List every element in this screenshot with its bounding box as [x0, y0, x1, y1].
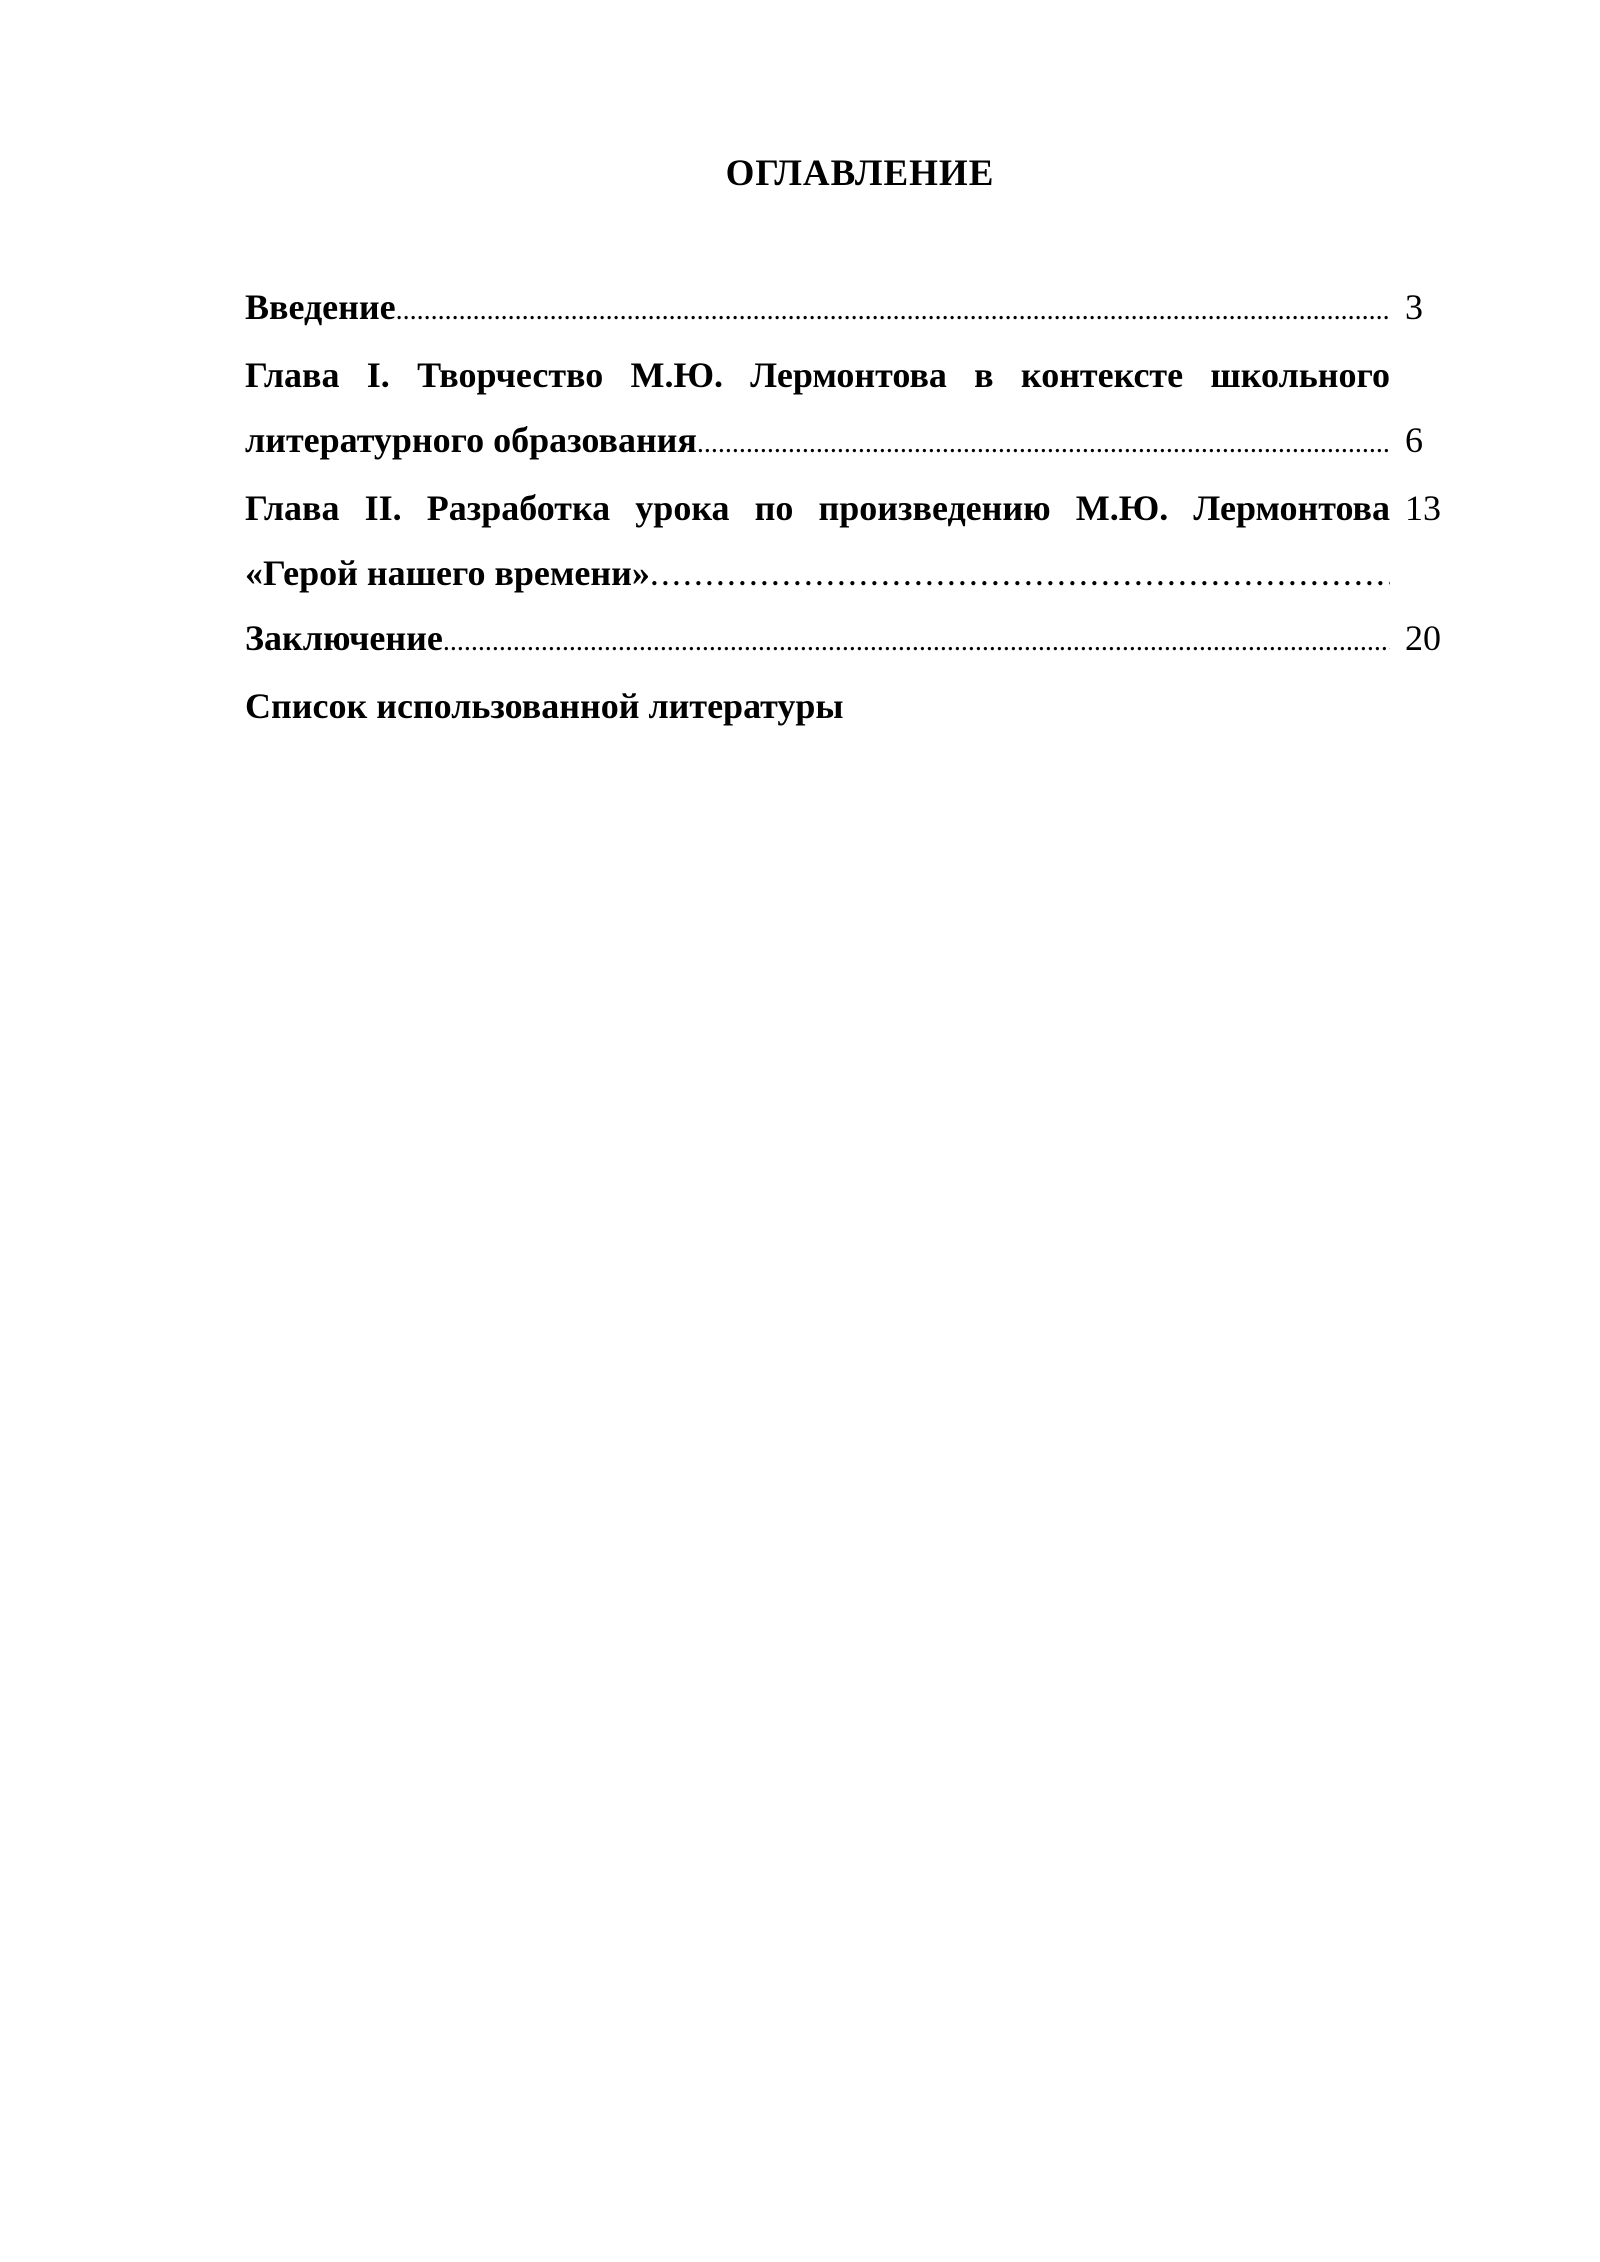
toc-entry-title: Глава I. Творчество М.Ю. Лермонтова в контексте школьного	[245, 355, 1390, 395]
toc-entry-intro[interactable]	[245, 275, 1465, 343]
toc-heading: ОГЛАВЛЕНИЕ	[725, 153, 995, 194]
dot-leader	[443, 609, 1390, 674]
toc-entry-chapter-2[interactable]	[245, 476, 1465, 606]
toc-entry-title-continued: «Герой нашего времени»	[245, 553, 650, 593]
toc-entry-title: Заключение	[245, 618, 443, 658]
dot-leader	[697, 411, 1390, 476]
toc-entry-conclusion[interactable]	[245, 606, 1465, 674]
toc-entry-chapter-1[interactable]	[245, 343, 1465, 476]
toc-entry-title-continued: литературного образования	[245, 420, 697, 460]
toc-entry-title: Глава II. Разработка урока по произведению М.Ю. Лермонтова	[245, 488, 1390, 528]
toc-entry-references[interactable]	[245, 674, 1465, 739]
toc-page-number: 6	[1405, 420, 1423, 460]
toc-page-number: 3	[1405, 287, 1423, 327]
toc-page-number: 13	[1405, 488, 1441, 528]
dot-leader	[650, 541, 1390, 606]
toc-entry-title: Введение	[245, 287, 396, 327]
dot-leader	[396, 278, 1390, 343]
toc-entry-title: Список использованной литературы	[245, 686, 844, 726]
toc-page-number: 20	[1405, 618, 1441, 658]
table-of-contents	[245, 275, 1465, 739]
